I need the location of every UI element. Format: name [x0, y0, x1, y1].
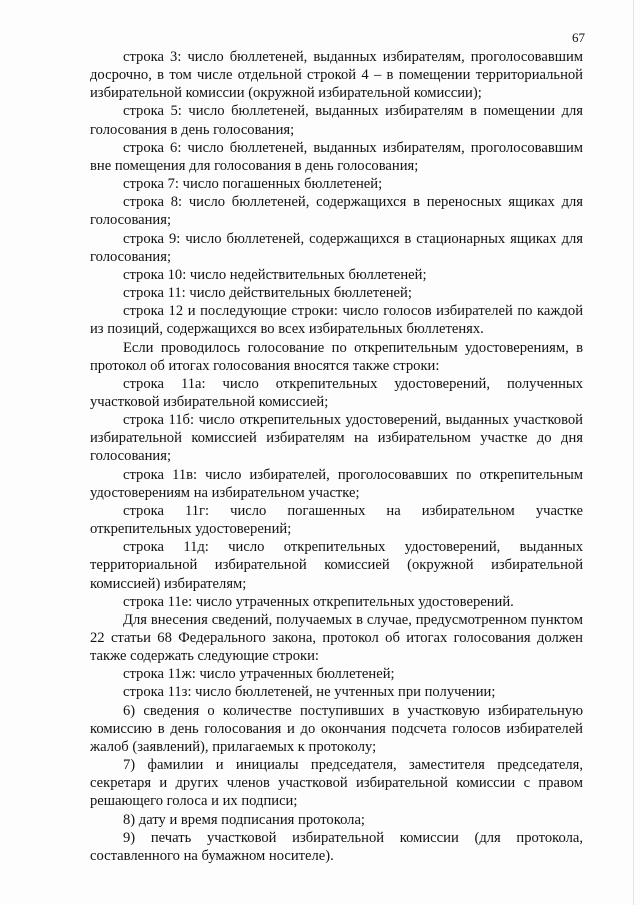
paragraph: 6) сведения о количестве поступивших в участковую избирательную комиссию в день голосования и до окончания подсчета голосов избирателей жалоб (заявлений), прилагаемых к протоколу; — [90, 702, 583, 755]
paragraph: строка 11: число действительных бюллетеней; — [123, 285, 412, 302]
paragraph: строка 3: число бюллетеней, выданных избирателям, проголосовавшим досрочно, в том числе отдельной строкой 4 – в помещении территориальной избирательной комиссии (окружной избирательной комиссии); — [90, 49, 583, 102]
paragraph: строка 11а: число открепительных удостоверений, полученных участковой избирательной комиссией; — [90, 375, 583, 410]
paragraph: Если проводилось голосование по открепительным удостоверениям, в протокол об итогах голосования вносятся также строки: — [90, 339, 583, 374]
paragraph: 7) фамилии и инициалы председателя, заместителя председателя, секретаря и других членов участковой избирательной комиссии с правом решающего голоса и их подписи; — [90, 757, 583, 810]
paragraph: строка 10: число недействительных бюллетеней; — [123, 266, 427, 283]
page-number: 67 — [572, 30, 585, 45]
paragraph: 8) дату и время подписания протокола; — [123, 811, 365, 828]
paragraph: строка 11в: число избирателей, проголосовавших по открепительным удостоверениям на избирательном участке; — [90, 466, 583, 501]
paragraph: строка 7: число погашенных бюллетеней; — [123, 176, 383, 193]
paragraph: строка 8: число бюллетеней, содержащихся в переносных ящиках для голосования; — [90, 194, 583, 229]
paragraph: строка 11д: число открепительных удостоверений, выданных территориальной избирательной комиссией (окружной избирательной комиссией) избирателям; — [90, 539, 583, 592]
paragraph: строка 9: число бюллетеней, содержащихся в стационарных ящиках для голосования; — [90, 230, 583, 265]
paragraph: строка 11г: число погашенных на избирательном участке открепительных удостоверений; — [90, 502, 583, 538]
paragraph: Для внесения сведений, получаемых в случае, предусмотренном пунктом 22 статьи 68 Федерального закона, протокол об итогах голосования должен также содержать следующие строки: — [90, 611, 583, 665]
paragraph: строка 6: число бюллетеней, выданных избирателям, проголосовавшим вне помещения для голосования в день голосования; — [90, 139, 583, 174]
paragraph: строка 11ж: число утраченных бюллетеней; — [123, 666, 395, 683]
paragraph: строка 11е: число утраченных открепительных удостоверений. — [123, 593, 514, 610]
paragraph: строка 12 и последующие строки: число голосов избирателей по каждой из позиций, содержащихся во всех избирательных бюллетенях. — [90, 303, 583, 338]
paragraph: строка 11з: число бюллетеней, не учтенных при получении; — [123, 684, 496, 701]
paragraph: строка 11б: число открепительных удостоверений, выданных участковой избирательной комиссией избирателям на избирательном участке до дня голосования; — [90, 412, 583, 465]
paragraph: строка 5: число бюллетеней, выданных избирателям в помещении для голосования в день голосования; — [90, 103, 583, 138]
document-body — [90, 48, 583, 865]
paragraph: 9) печать участковой избирательной комиссии (для протокола, составленного на бумажном носителе). — [90, 829, 583, 864]
page-edge — [633, 0, 634, 905]
